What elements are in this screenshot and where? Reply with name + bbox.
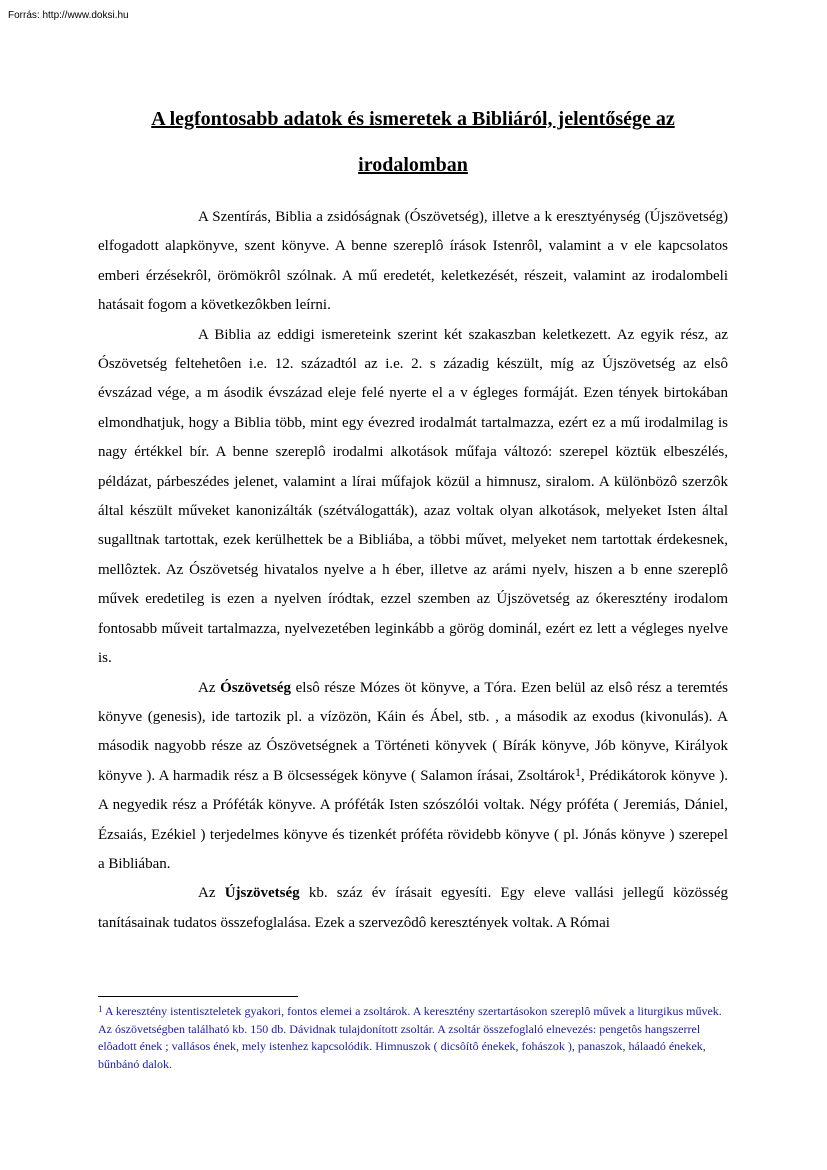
footnote-marker: 1: [98, 1004, 103, 1014]
term-new-testament: Újszövetség: [224, 885, 300, 902]
footnote-reference[interactable]: 1: [575, 764, 582, 779]
footnote-text: A keresztény istentiszteletek gyakori, fontos elemei a zsoltárok. A keresztény szertartásokon szereplô művek a liturgikus művek. Az ószövetségben található kb. 150 db. Dávidnak tulajdonított zsoltár. A zsoltár összefoglaló elnevezés: pengetôs hangszerrel elôadott ének ; vallásos ének, mely istenhez kapcsolódik. Himnuszok ( dicsôítô énekek, fohászok ), panaszok, hálaadó énekek, bűnbánó dalok.: [98, 1004, 722, 1071]
paragraph-text: Az: [198, 679, 216, 696]
paragraph-new-testament: [98, 879, 728, 938]
paragraph-old-testament: [98, 674, 728, 880]
paragraph-text: , Prédikátorok könyve ). A negyedik rész a Próféták könyve. A próféták Isten szószólói voltak. Négy próféta ( Jeremiás, Dániel, Ézsaiás, Ezékiel ) terjedelmes könyve és tizenkét próféta rövidebb könyve ( pl. Jónás könyve ) szerepel a Bibliában.: [98, 767, 728, 872]
document-body: [98, 203, 728, 938]
paragraph-intro: A Szentírás, Biblia a zsidóságnak (Ószövetség), illetve a k eresztyénység (Újszövetség) elfogadott alapkönyve, szent könyve. A benne szereplô írások Istenrôl, valamint a v ele kapcsolatos emberi érzésekrôl, örömökrôl szólnak. A mű eredetét, keletkezését, részeit, valamint az irodalombeli hatásait fogom a következôkben leírni.: [98, 209, 728, 314]
paragraph-text: elsô része Mózes öt könyve, a Tóra. Ezen belül az elsô rész a teremtés könyve (genesis), ide tartozik pl. a vízözön, Káin és Ábel, stb. , a második az exodus (kivonulás). A második nagyobb része az Ószövetségnek a Történeti könyvek ( Bírák könyve, Jób könyve, Királyok könyve ). A harmadik rész a B ölcsességek könyve ( Salamon írásai, Zsoltárok: [98, 679, 729, 784]
paragraph-text: Az: [198, 885, 216, 902]
source-url: Forrás: http://www.doksi.hu: [8, 10, 129, 21]
paragraph-text: kb. száz év írásait egyesíti. Egy eleve vallási jellegű közösség tanításainak tudatos összefoglalása. Ezek a szervezôdô keresztények voltak. A Római: [98, 885, 729, 931]
term-old-testament: Ószövetség: [220, 679, 291, 696]
footnote-divider: [98, 996, 298, 997]
footnote: [98, 1003, 728, 1073]
page-title: A legfontosabb adatok és ismeretek a Bibliáról, jelentősége az irodalomban: [151, 108, 675, 176]
paragraph-origin: A Biblia az eddigi ismereteink szerint két szakaszban keletkezett. Az egyik rész, az Ószövetség feltehetôen i.e. 12. századtól az i.e. 2. s zázadig készült, míg az Újszövetség az elsô évszázad vége, a m ásodik évszázad eleje felé nyerte el a v égleges formáját. Ezen tények birtokában elmondhatjuk, hogy a Biblia több, mint egy évezred irodalmát tartalmazza, ezért ez a mű irodalmilag is nagy értékkel bír. A benne szereplô irodalmi alkotások műfaja változó: szerepel köztük elbeszélés, példázat, párbeszédes jelenet, valamint a lírai műfajok közül a himnusz, siralom. A különbözô szerzôk által készült műveket kanonizálták (szétválogatták), azaz voltak olyan alkotások, melyeket Isten által sugalltnak tartottak, ezek kerülhettek be a Bibliába, a többi művet, melyeket nem tartottak érdekesnek, mellôztek. Az Ószövetség hivatalos nyelve a h éber, illetve az arámi nyelv, hiszen a b enne szereplô művek eredetileg is ezen a nyelven íródtak, ezzel szemben az Újszövetség az ókeresztény irodalom fontosabb műveit tartalmazza, nyelvezetében leginkább a görög dominál, ezért ez lett a végleges nyelve is.: [98, 326, 728, 667]
